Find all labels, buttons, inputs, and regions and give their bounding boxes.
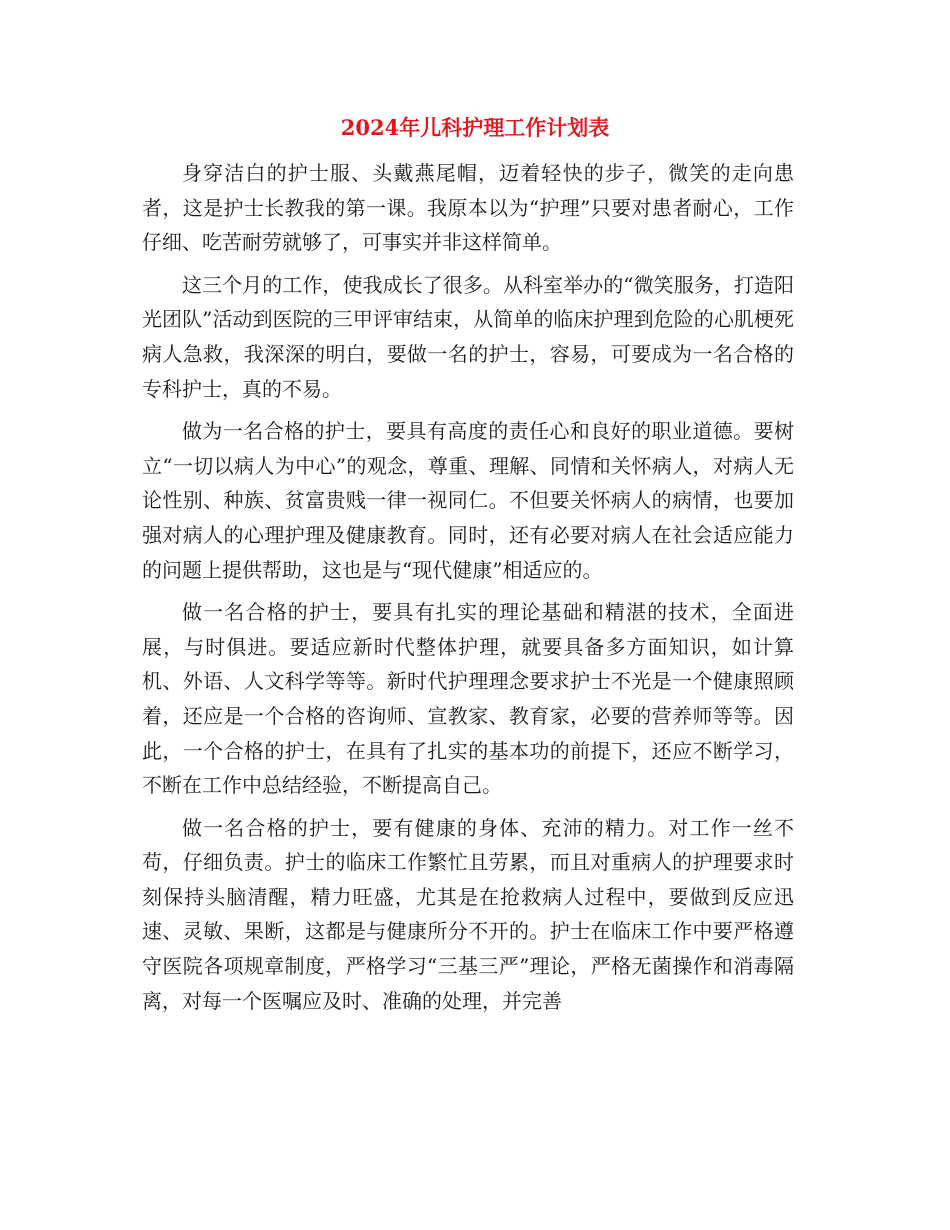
paragraph-1: 身穿洁白的护士服、头戴燕尾帽，迈着轻快的步子，微笑的走向患者，这是护士长教我的第一课。我原本以为“护理”只要对患者耐心，工作仔细、吃苦耐劳就够了，可事实并非这样简单。 (142, 161, 794, 255)
paragraph-5: 做一名合格的护士，要有健康的身体、充沛的精力。对工作一丝不苟，仔细负责。护士的临床工作繁忙且劳累，而且对重病人的护理要求时刻保持头脑清醒，精力旺盛，尤其是在抢救病人过程中，要做到反应迅速、灵敏、果断，这都是与健康所分不开的。护士在临床工作中要严格遵守医院各项规章制度，严格学习“三基三严”理论，严格无菌操作和消毒隔离，对每一个医嘱应及时、准确的处理，并完善 (142, 815, 794, 1013)
paragraph-2: 这三个月的工作，使我成长了很多。从科室举办的“微笑服务，打造阳光团队”活动到医院的三甲评审结束，从简单的临床护理到危险的心肌梗死病人急救，我深深的明白，要做一名的护士，容易，可要成为一名合格的专科护士，真的不易。 (142, 272, 794, 401)
document-body (142, 156, 794, 1026)
document-title: 2024年儿科护理工作计划表 (340, 115, 610, 140)
paragraph-3: 做为一名合格的护士，要具有高度的责任心和良好的职业道德。要树立“一切以病人为中心”的观念，尊重、理解、同情和关怀病人，对病人无论性别、种族、贫富贵贱一律一视同仁。不但要关怀病人的病情，也要加强对病人的心理护理及健康教育。同时，还有必要对病人在社会适应能力的问题上提供帮助，这也是与“现代健康”相适应的。 (142, 419, 794, 582)
paragraph-4: 做一名合格的护士，要具有扎实的理论基础和精湛的技术，全面进展，与时俱进。要适应新时代整体护理，就要具备多方面知识，如计算机、外语、人文科学等等。新时代护理理念要求护士不光是一个健康照顾着，还应是一个合格的咨询师、宣教家、教育家，必要的营养师等等。因此，一个合格的护士，在具有了扎实的基本功的前提下，还应不断学习，不断在工作中总结经验，不断提高自己。 (142, 600, 794, 798)
